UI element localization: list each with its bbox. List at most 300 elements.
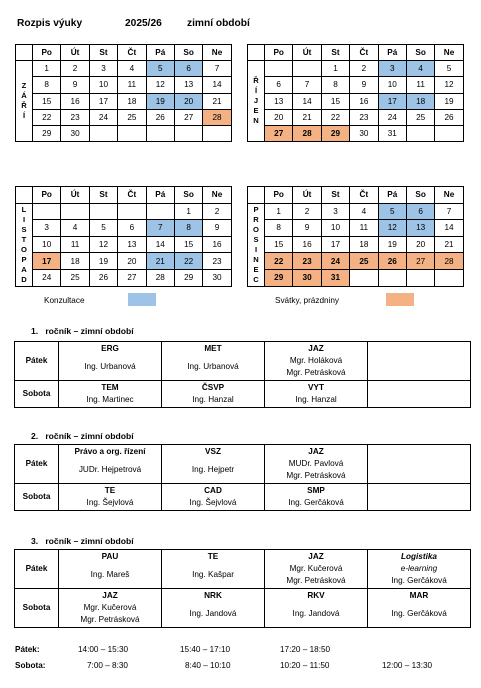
calendar-day: 9 (203, 220, 231, 237)
calendar-day: 4 (350, 203, 378, 220)
weekday-header: So (174, 187, 202, 204)
time-slot: 15:40 – 17:10 (180, 645, 231, 654)
calendar-day: 7 (435, 203, 463, 220)
calendar-day: 21 (146, 253, 174, 270)
schedule-table (14, 549, 471, 628)
lesson-cell (265, 550, 368, 589)
subject-code: TEM (101, 383, 119, 392)
teacher-line: Ing. Gerčáková (391, 609, 447, 618)
calendar-day (118, 125, 146, 141)
year-title: 1. ročník – zimní období (31, 326, 134, 336)
lesson-cell (59, 381, 162, 408)
schedule-row (15, 550, 471, 589)
calendar-day: 28 (146, 269, 174, 286)
lesson-cell (162, 589, 265, 628)
subject-code: VSZ (205, 447, 221, 456)
month-letter: O (21, 244, 27, 254)
calendar-day: 7 (146, 220, 174, 237)
calendar-day: 13 (118, 236, 146, 253)
calendar-day: 4 (118, 61, 146, 77)
calendar-day: 21 (293, 109, 321, 125)
calendar-day: 3 (33, 220, 61, 237)
calendar-day: 22 (174, 253, 202, 270)
calendar-day: 30 (293, 269, 321, 286)
teacher-line: Ing. Urbanová (84, 362, 136, 371)
calendar-day (146, 203, 174, 220)
calendar-day: 3 (89, 61, 117, 77)
calendar-day: 30 (203, 269, 231, 286)
subject-code: MET (204, 344, 222, 353)
month-label (248, 61, 265, 142)
calendar-day: 25 (350, 253, 378, 270)
calendar-day: 18 (350, 236, 378, 253)
lesson-cell (162, 550, 265, 589)
subject-code: TE (207, 552, 219, 561)
calendar-day: 10 (321, 220, 349, 237)
calendar-day: 12 (89, 236, 117, 253)
calendar-day: 20 (174, 93, 202, 109)
calendar-day: 22 (321, 109, 349, 125)
calendar-day: 23 (203, 253, 231, 270)
weekday-header: Út (293, 187, 321, 204)
weekday-header: St (89, 45, 117, 61)
teacher-line: Ing. Urbanová (187, 362, 239, 371)
calendar-day: 20 (118, 253, 146, 270)
time-slot: 12:00 – 13:30 (382, 661, 433, 670)
weekday-header: Ne (203, 45, 231, 61)
weekday-header: Čt (350, 187, 378, 204)
calendar-day: 9 (293, 220, 321, 237)
weekday-header: Čt (118, 187, 146, 204)
weekday-header: St (321, 45, 349, 61)
calendar-day: 29 (321, 125, 349, 141)
weekday-header: Ne (203, 187, 231, 204)
calendar-day: 23 (61, 109, 89, 125)
weekday-header: Po (33, 187, 61, 204)
day-label: Sobota (15, 484, 59, 511)
calendar-day (146, 125, 174, 141)
weekday-header: Út (61, 187, 89, 204)
lesson-cell (162, 484, 265, 511)
calendar-day: 28 (293, 125, 321, 141)
calendar-day: 6 (174, 61, 202, 77)
calendar-day: 28 (435, 253, 463, 270)
weekday-header: Út (293, 45, 321, 61)
weekday-header: Ne (435, 187, 463, 204)
calendar-corner (16, 187, 33, 204)
calendar-day: 21 (203, 93, 231, 109)
teacher-line: Ing. Hejpetr (191, 465, 235, 474)
month-letter: S (253, 234, 259, 244)
calendar-day: 12 (378, 220, 406, 237)
calendar-2 (15, 186, 232, 287)
legend-consultation-label: Konzultace (44, 296, 85, 305)
calendar-day: 14 (293, 93, 321, 109)
lesson-cell (59, 589, 162, 628)
friday-label: Pátek: (15, 645, 40, 654)
calendar-3 (247, 186, 464, 287)
schedule-table (14, 444, 471, 511)
weekday-header: Po (265, 187, 293, 204)
weekday-header: Pá (378, 45, 406, 61)
calendar-day: 7 (203, 61, 231, 77)
subject-code: MAR (409, 591, 429, 600)
subject-code: JAZ (102, 591, 118, 600)
calendar-day: 30 (61, 125, 89, 141)
calendar-day: 21 (435, 236, 463, 253)
calendar-day: 15 (174, 236, 202, 253)
calendar-day: 15 (321, 93, 349, 109)
schedule-row (15, 445, 471, 484)
teacher-line: Ing. Jandová (189, 609, 237, 618)
calendar-day: 10 (378, 77, 406, 93)
subject-code: JAZ (308, 552, 324, 561)
calendar-day: 11 (61, 236, 89, 253)
calendar-day: 25 (61, 269, 89, 286)
lesson-cell (162, 445, 265, 484)
calendar-day (350, 269, 378, 286)
calendar-day: 26 (146, 109, 174, 125)
lesson-cell (368, 484, 471, 511)
calendar-day (89, 125, 117, 141)
calendar-day: 6 (118, 220, 146, 237)
calendar-day (89, 203, 117, 220)
lesson-cell (59, 342, 162, 381)
lesson-cell (265, 484, 368, 511)
month-letter: E (253, 106, 259, 116)
schedule-row (15, 589, 471, 628)
month-letter: Z (21, 81, 27, 91)
calendar-day: 30 (350, 125, 378, 141)
teacher-line: Ing. Mareš (90, 570, 130, 579)
calendar-day: 29 (265, 269, 293, 286)
schedule-row (15, 381, 471, 408)
weekday-header: So (174, 45, 202, 61)
calendar-day: 7 (293, 77, 321, 93)
calendar-day: 8 (33, 77, 61, 93)
calendar-day: 26 (435, 109, 463, 125)
lesson-cell (265, 342, 368, 381)
calendar-day: 29 (174, 269, 202, 286)
calendar-day (435, 269, 463, 286)
teacher-line: Ing. Kašpar (192, 570, 234, 579)
weekday-header: Pá (146, 45, 174, 61)
lesson-cell (265, 589, 368, 628)
calendar-day: 4 (61, 220, 89, 237)
weekday-header: St (321, 187, 349, 204)
time-slot: 7:00 – 8:30 (87, 661, 128, 670)
calendar-day (435, 125, 463, 141)
weekday-header: Ne (435, 45, 463, 61)
weekday-header: So (406, 187, 434, 204)
calendar-day: 26 (378, 253, 406, 270)
lesson-cell (368, 550, 471, 589)
weekday-header: Út (61, 45, 89, 61)
calendar-day: 12 (435, 77, 463, 93)
calendar-day: 14 (203, 77, 231, 93)
calendar-day: 1 (174, 203, 202, 220)
schedule-row (15, 484, 471, 511)
lesson-cell (265, 381, 368, 408)
calendar-day: 13 (265, 93, 293, 109)
calendar-day: 19 (89, 253, 117, 270)
calendar-day: 20 (406, 236, 434, 253)
calendar-day: 29 (33, 125, 61, 141)
document-title: Rozpis výuky (17, 18, 83, 29)
teacher-line: Mgr. Petrásková (286, 368, 346, 377)
month-letter: Ř (253, 76, 259, 86)
calendar-day: 2 (293, 203, 321, 220)
month-letter: E (253, 264, 259, 274)
weekday-header: Čt (350, 45, 378, 61)
calendar-day: 19 (146, 93, 174, 109)
lesson-cell (59, 550, 162, 589)
month-letter: P (21, 254, 27, 264)
month-label (248, 203, 265, 286)
day-label: Pátek (15, 342, 59, 381)
month-letter: I (254, 244, 258, 254)
calendar-1 (247, 44, 464, 142)
teacher-line: Ing. Jandová (292, 609, 340, 618)
calendar-day: 13 (406, 220, 434, 237)
legend-consultation-swatch (128, 293, 156, 306)
schedule-row (15, 342, 471, 381)
weekday-header: Po (265, 45, 293, 61)
month-letter: Ř (21, 101, 27, 111)
legend-holiday-label: Svátky, prázdniny (275, 296, 340, 305)
calendar-day: 1 (321, 61, 349, 77)
teacher-line: Ing. Martinec (86, 395, 134, 404)
calendar-day (174, 125, 202, 141)
calendar-day: 14 (146, 236, 174, 253)
teacher-line: Ing. Gerčáková (391, 576, 447, 585)
weekday-header: Pá (378, 187, 406, 204)
teacher-line: Mgr. Kučerová (83, 603, 137, 612)
calendar-day: 25 (118, 109, 146, 125)
calendar-day: 28 (203, 109, 231, 125)
calendar-day: 19 (378, 236, 406, 253)
calendar-day: 10 (89, 77, 117, 93)
calendar-day (293, 61, 321, 77)
month-letter: S (21, 224, 27, 234)
calendar-day (118, 203, 146, 220)
month-letter: Á (21, 91, 27, 101)
day-label: Pátek (15, 445, 59, 484)
calendar-day: 17 (89, 93, 117, 109)
calendar-day: 3 (321, 203, 349, 220)
teacher-line: e-learning (400, 564, 438, 573)
calendar-day: 27 (265, 125, 293, 141)
calendar-day: 13 (174, 77, 202, 93)
calendar-day: 18 (118, 93, 146, 109)
lesson-cell (59, 445, 162, 484)
calendar-day: 11 (406, 77, 434, 93)
lesson-cell (368, 381, 471, 408)
calendar-day (203, 125, 231, 141)
teacher-line: JUDr. Hejpetrová (78, 465, 142, 474)
calendar-corner (16, 45, 33, 61)
calendar-day: 27 (406, 253, 434, 270)
calendar-day: 23 (293, 253, 321, 270)
month-letter: R (253, 214, 259, 224)
subject-code: RKV (307, 591, 325, 600)
school-year: 2025/26 (125, 18, 162, 29)
weekday-header: So (406, 45, 434, 61)
calendar-day: 14 (435, 220, 463, 237)
subject-code: ČSVP (201, 383, 225, 392)
calendar-day: 15 (265, 236, 293, 253)
calendar-day: 2 (61, 61, 89, 77)
calendar-day: 19 (435, 93, 463, 109)
calendar-day: 16 (203, 236, 231, 253)
subject-code: CAD (204, 486, 222, 495)
calendar-day: 31 (378, 125, 406, 141)
calendar-day: 24 (89, 109, 117, 125)
month-letter: C (253, 274, 259, 284)
calendar-day (378, 269, 406, 286)
time-slot: 17:20 – 18:50 (280, 645, 331, 654)
subject-code: NRK (204, 591, 222, 600)
month-label (16, 61, 33, 142)
calendar-day: 16 (350, 93, 378, 109)
teacher-line: Mgr. Kučerová (289, 564, 343, 573)
month-letter: D (21, 274, 27, 284)
lesson-cell (162, 342, 265, 381)
calendar-day: 2 (350, 61, 378, 77)
calendar-day (265, 61, 293, 77)
teacher-line: Ing. Gerčáková (288, 498, 344, 507)
calendar-day: 22 (265, 253, 293, 270)
calendar-day: 20 (265, 109, 293, 125)
calendar-0 (15, 44, 232, 142)
calendar-day: 4 (406, 61, 434, 77)
month-letter: J (253, 96, 259, 106)
day-label: Sobota (15, 589, 59, 628)
calendar-day: 2 (203, 203, 231, 220)
calendar-day: 24 (378, 109, 406, 125)
calendar-day: 1 (265, 203, 293, 220)
calendar-day: 16 (61, 93, 89, 109)
teacher-line: Mgr. Petrásková (80, 615, 140, 624)
calendar-day: 25 (406, 109, 434, 125)
day-label: Sobota (15, 381, 59, 408)
year-title: 2. ročník – zimní období (31, 431, 134, 441)
calendar-day: 17 (33, 253, 61, 270)
time-slot: 14:00 – 15:30 (78, 645, 129, 654)
month-letter: N (253, 116, 259, 126)
calendar-day: 22 (33, 109, 61, 125)
subject-code: SMP (307, 486, 325, 495)
month-letter: O (253, 224, 259, 234)
subject-code: PAU (101, 552, 119, 561)
month-letter: T (21, 234, 27, 244)
calendar-day: 6 (265, 77, 293, 93)
calendar-day: 1 (33, 61, 61, 77)
weekday-header: Po (33, 45, 61, 61)
calendar-day: 6 (406, 203, 434, 220)
calendar-corner (248, 187, 265, 204)
calendar-day: 9 (350, 77, 378, 93)
month-letter: L (21, 204, 27, 214)
calendar-day: 17 (321, 236, 349, 253)
calendar-day: 16 (293, 236, 321, 253)
time-slot: 8:40 – 10:10 (185, 661, 231, 670)
calendar-day: 15 (33, 93, 61, 109)
subject-code: JAZ (308, 447, 324, 456)
saturday-label: Sobota: (15, 661, 46, 670)
month-label (16, 203, 33, 286)
lesson-cell (368, 445, 471, 484)
calendar-day (406, 269, 434, 286)
month-letter: A (21, 264, 27, 274)
calendar-day (406, 125, 434, 141)
lesson-cell (265, 445, 368, 484)
calendar-day: 8 (321, 77, 349, 93)
calendar-day (61, 203, 89, 220)
calendar-day: 5 (146, 61, 174, 77)
calendar-day (33, 203, 61, 220)
subject-code: VYT (308, 383, 324, 392)
calendar-day: 11 (118, 77, 146, 93)
month-letter: Í (22, 111, 26, 121)
calendar-day: 18 (406, 93, 434, 109)
lesson-cell (368, 342, 471, 381)
calendar-day: 8 (174, 220, 202, 237)
calendar-corner (248, 45, 265, 61)
calendar-day: 27 (174, 109, 202, 125)
lesson-cell (59, 484, 162, 511)
month-letter: Í (254, 86, 258, 96)
time-slot: 10:20 – 11:50 (280, 661, 330, 670)
lesson-cell (368, 589, 471, 628)
teacher-line: Ing. Šejvlová (189, 498, 237, 507)
calendar-day: 31 (321, 269, 349, 286)
teacher-line: Mgr. Petrásková (286, 576, 346, 585)
calendar-day: 24 (33, 269, 61, 286)
teacher-line: MUDr. Pavlová (288, 459, 344, 468)
schedule-table (14, 341, 471, 408)
weekday-header: Čt (118, 45, 146, 61)
subject-code: ERG (101, 344, 119, 353)
calendar-day: 10 (33, 236, 61, 253)
calendar-day: 11 (350, 220, 378, 237)
saturday-times (15, 661, 475, 673)
calendar-day: 17 (378, 93, 406, 109)
teacher-line: Ing. Šejvlová (86, 498, 134, 507)
weekday-header: St (89, 187, 117, 204)
month-letter: N (253, 254, 259, 264)
calendar-day: 5 (435, 61, 463, 77)
calendar-day: 8 (265, 220, 293, 237)
subject-code: JAZ (308, 344, 324, 353)
subject-code: Právo a org. řízení (74, 447, 146, 456)
calendar-day: 9 (61, 77, 89, 93)
calendar-day: 26 (89, 269, 117, 286)
semester-label: zimní období (187, 18, 250, 29)
calendar-day: 24 (321, 253, 349, 270)
teacher-line: Ing. Hanzal (295, 395, 337, 404)
calendar-day: 5 (89, 220, 117, 237)
teacher-line: Mgr. Holáková (289, 356, 343, 365)
lesson-cell (162, 381, 265, 408)
calendar-day: 18 (61, 253, 89, 270)
teacher-line: Ing. Hanzal (192, 395, 234, 404)
day-label: Pátek (15, 550, 59, 589)
weekday-header: Pá (146, 187, 174, 204)
legend-holiday-swatch (386, 293, 414, 306)
calendar-day: 3 (378, 61, 406, 77)
calendar-day: 5 (378, 203, 406, 220)
